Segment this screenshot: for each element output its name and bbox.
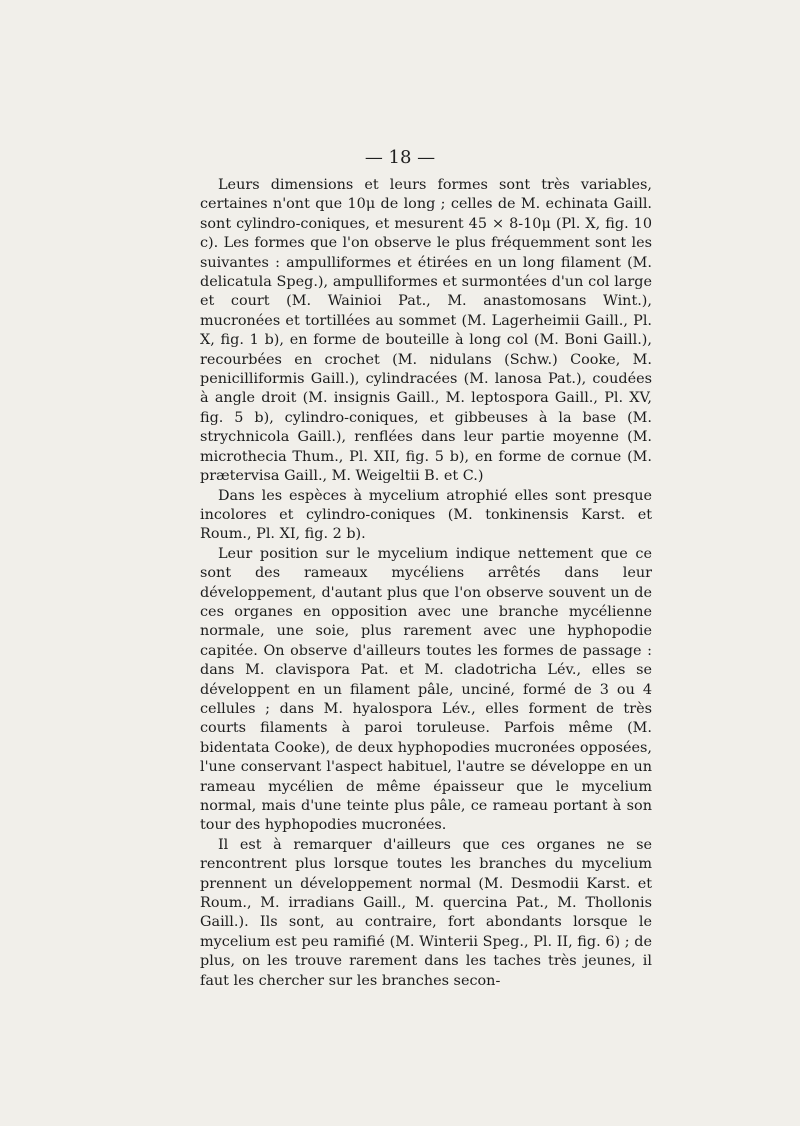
paragraph-2: Dans les espèces à mycelium atrophié elles sont presque incolores et cylindro-coniques (M. tonkinensis Karst. et Roum., Pl. XI, fig. 2 b). [200,487,652,543]
paragraph-1: Leurs dimensions et leurs formes sont très variables, certaines n'ont que 10μ de long ; celles de M. echinata Gaill. sont cylindro-coniques, et mesurent 45 × 8-10μ (Pl. X, fig. 10 c). Les formes que l'on observe le plus fréquemment sont les suivantes : ampulliformes et étirées en un long filament (M. delicatula Speg.), ampulliformes et surmontées d'un col large et court (M. Wainioi Pat., M. anastomosans Wint.), mucronées et tortillées au sommet (M. Lagerheimii Gaill., Pl. X, fig. 1 b), en forme de bouteille à long col (M. Boni Gaill.), recourbées en crochet (M. nidulans (Schw.) Cooke, M. penicilliformis Gaill.), cylindracées (M. lanosa Pat.), coudées à angle droit (M. insignis Gaill., M. leptospora Gaill., Pl. XV, fig. 5 b), cylindro-coniques, et gibbeuses à la base (M. strychnicola Gaill.), renflées dans leur partie moyenne (M. microthecia Thum., Pl. XII, fig. 5 b), en forme de cornue (M. prætervisa Gaill., M. Weigeltii B. et C.) [200,177,652,485]
paragraph-3: Leur position sur le mycelium indique nettement que ce sont des rameaux mycéliens arrêtés dans leur développement, d'autant plus que l'on observe souvent un de ces organes en opposition avec une branche mycélienne normale, une soie, plus rarement avec une hyphopodie capitée. On observe d'ailleurs toutes les formes de passage : dans M. clavispora Pat. et M. cladotricha Lév., elles se développent en un filament pâle, unciné, formé de 3 ou 4 cellules ; dans M. hyalospora Lév., elles forment de très courts filaments à paroi toruleuse. Parfois même (M. bidentata Cooke), de deux hyphopodies mucronées opposées, l'une conservant l'aspect habituel, l'autre se développe en un rameau mycélien de même épaisseur que le mycelium normal, mais d'une teinte plus pâle, ce rameau portant à son tour des hyphopodies mucronées. [200,545,652,834]
body-text [200,176,652,991]
page-number: — 18 — [364,147,436,168]
paragraph-4: Il est à remarquer d'ailleurs que ces organes ne se rencontrent plus lorsque toutes les branches du mycelium prennent un développement normal (M. Desmodii Karst. et Roum., M. irradians Gaill., M. quercina Pat., M. Thollonis Gaill.). Ils sont, au contraire, fort abondants lorsque le mycelium est peu ramifié (M. Winterii Speg., Pl. II, fig. 6) ; de plus, on les trouve rarement dans les taches très jeunes, il faut les chercher sur les branches secon- [200,836,652,989]
